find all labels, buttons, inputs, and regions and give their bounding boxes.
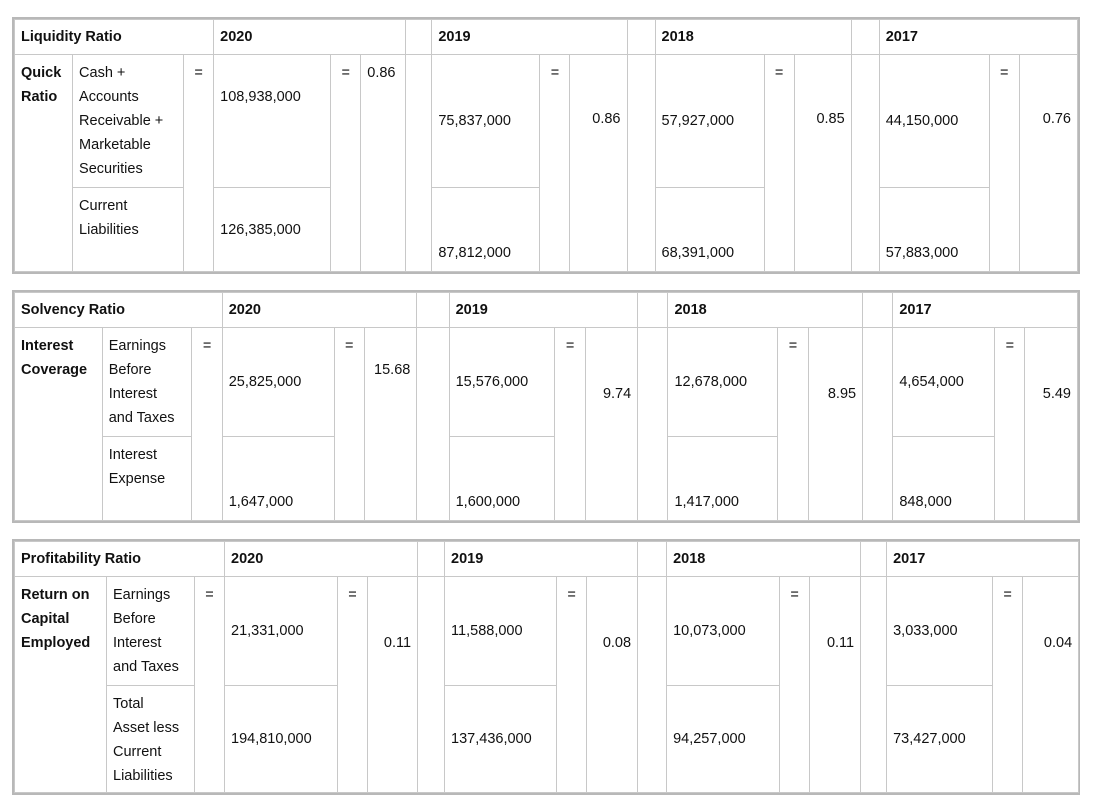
denominator-value: 73,427,000 [887, 686, 993, 793]
ratio-result: 0.76 [1019, 55, 1077, 272]
denominator-value: 1,600,000 [449, 437, 555, 521]
numerator-value: 15,576,000 [449, 328, 555, 437]
year-header: 2019 [449, 293, 638, 328]
denominator-value: 57,883,000 [879, 188, 989, 272]
year-header: 2017 [893, 293, 1078, 328]
numerator-value: 75,837,000 [432, 55, 540, 188]
solvency-ratio-section [12, 290, 1080, 523]
denominator-label: Total Asset less Current Liabilities [107, 686, 195, 793]
denominator-label: Interest Expense [102, 437, 192, 521]
numerator-value: 44,150,000 [879, 55, 989, 188]
numerator-label: Earnings Before Interest and Taxes [107, 577, 195, 686]
year-header: 2020 [225, 542, 418, 577]
equals-sign: = [989, 55, 1019, 272]
numerator-label: Cash + Accounts Receivable + Marketable Securities [73, 55, 184, 188]
denominator-value: 1,417,000 [668, 437, 778, 521]
ratio-result: 0.86 [361, 55, 406, 272]
denominator-label: Current Liabilities [73, 188, 184, 272]
equals-sign: = [995, 328, 1025, 521]
ratio-result: 0.04 [1023, 577, 1079, 793]
ratio-name: Return on Capital Employed [15, 577, 107, 793]
section-title: Liquidity Ratio [15, 20, 214, 55]
denominator-value: 1,647,000 [222, 437, 334, 521]
profitability-ratio-section [12, 539, 1080, 795]
equals-sign: = [780, 577, 810, 793]
equals-sign: = [555, 328, 585, 521]
ratio-result: 15.68 [364, 328, 416, 521]
ratio-result: 0.08 [587, 577, 638, 793]
equals-sign: = [195, 577, 225, 793]
ratio-result: 5.49 [1025, 328, 1078, 521]
equals-sign: = [334, 328, 364, 521]
denominator-value: 848,000 [893, 437, 995, 521]
numerator-value: 21,331,000 [225, 577, 338, 686]
ratio-name: Interest Coverage [15, 328, 103, 521]
denominator-value: 137,436,000 [445, 686, 557, 793]
liquidity-ratio-section [12, 17, 1080, 274]
year-header: 2019 [432, 20, 627, 55]
numerator-value: 11,588,000 [445, 577, 557, 686]
year-header: 2019 [445, 542, 638, 577]
denominator-value: 126,385,000 [214, 188, 331, 272]
year-header: 2020 [222, 293, 417, 328]
year-header: 2018 [667, 542, 861, 577]
numerator-value: 12,678,000 [668, 328, 778, 437]
ratio-result: 8.95 [808, 328, 862, 521]
year-header: 2018 [655, 20, 851, 55]
year-header: 2018 [668, 293, 863, 328]
equals-sign: = [184, 55, 214, 272]
ratio-result: 0.86 [570, 55, 627, 272]
ratio-result: 0.11 [368, 577, 418, 793]
denominator-value: 87,812,000 [432, 188, 540, 272]
ratio-result: 0.85 [794, 55, 851, 272]
equals-sign: = [331, 55, 361, 272]
numerator-label: Earnings Before Interest and Taxes [102, 328, 192, 437]
year-header: 2020 [214, 20, 406, 55]
profitability-ratio-table [14, 541, 1079, 793]
numerator-value: 108,938,000 [214, 55, 331, 188]
liquidity-ratio-table [14, 19, 1078, 272]
denominator-value: 94,257,000 [667, 686, 780, 793]
section-title: Solvency Ratio [15, 293, 223, 328]
denominator-value: 68,391,000 [655, 188, 764, 272]
section-title: Profitability Ratio [15, 542, 225, 577]
year-header: 2017 [879, 20, 1077, 55]
equals-sign: = [557, 577, 587, 793]
numerator-value: 3,033,000 [887, 577, 993, 686]
equals-sign: = [540, 55, 570, 272]
ratio-result: 9.74 [585, 328, 637, 521]
solvency-ratio-table [14, 292, 1078, 521]
equals-sign: = [778, 328, 808, 521]
equals-sign: = [338, 577, 368, 793]
equals-sign: = [993, 577, 1023, 793]
numerator-value: 10,073,000 [667, 577, 780, 686]
ratio-name: Quick Ratio [15, 55, 73, 272]
numerator-value: 25,825,000 [222, 328, 334, 437]
equals-sign: = [764, 55, 794, 272]
numerator-value: 4,654,000 [893, 328, 995, 437]
year-header: 2017 [887, 542, 1079, 577]
numerator-value: 57,927,000 [655, 55, 764, 188]
equals-sign: = [192, 328, 222, 521]
denominator-value: 194,810,000 [225, 686, 338, 793]
ratio-result: 0.11 [810, 577, 861, 793]
